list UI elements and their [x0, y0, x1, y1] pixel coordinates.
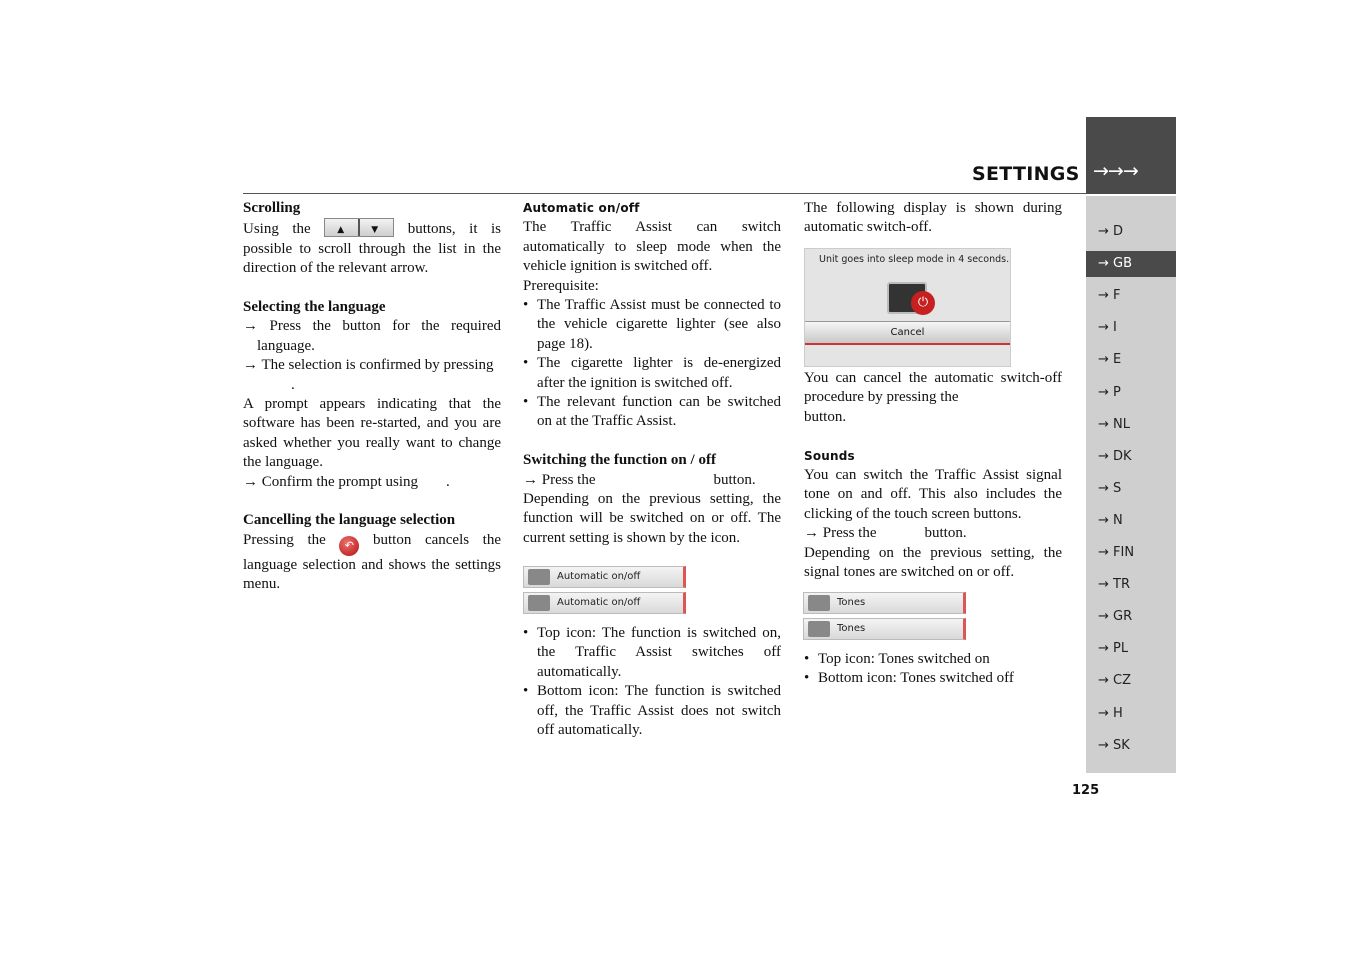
prompt-text: A prompt appears indicating that the software has been re-started, and you are asked whether you really want to change the language. [243, 396, 501, 471]
cancel-sleep-p2: button. [804, 408, 847, 425]
sidebar-item[interactable]: → GR [1098, 609, 1133, 625]
sidebar-item[interactable]: → H [1098, 705, 1123, 721]
tones-off-icon [808, 621, 830, 637]
back-button-icon[interactable]: ↶ [339, 536, 359, 556]
switch-step-end: button. [713, 471, 756, 488]
tones-on-bar[interactable] [803, 592, 966, 614]
header-rule [243, 193, 1086, 194]
auto-on-bar[interactable] [523, 566, 686, 588]
sleep-cancel-button[interactable]: Cancel [805, 321, 1010, 345]
sidebar-item[interactable]: → N [1098, 512, 1123, 528]
sounds-step-text: → Press the [804, 525, 877, 542]
divider [358, 219, 360, 236]
confirm-end: . [446, 473, 450, 490]
switch-text: Depending on the previous setting, the function will be switched on or off. The current setting is shown by the icon. [523, 491, 781, 546]
sidebar-item[interactable]: → CZ [1098, 673, 1132, 689]
scrolling-text [243, 218, 501, 278]
scrolling-post: buttons, it is possible to scroll through the list in the direction of the relevant arrow. [243, 221, 502, 277]
sidebar-item[interactable]: → PL [1098, 641, 1129, 657]
column-3-bullets [804, 650, 1062, 689]
column-3 [804, 199, 1062, 238]
list-item: • Bottom icon: The function is switched off, the Traffic Assist does not switch off automatically. [523, 682, 781, 740]
sidebar-item[interactable]: → GB [1086, 251, 1176, 277]
switch-step-text: → Press the [523, 471, 596, 488]
lang-step-2-text: → The selection is confirmed by pressing [243, 357, 494, 374]
sidebar-item[interactable]: → S [1098, 480, 1122, 496]
sleep-dialog [804, 248, 1011, 367]
sidebar-item[interactable]: → NL [1098, 416, 1130, 432]
power-icon: ⏻ [911, 291, 935, 315]
sidebar-item[interactable]: → I [1098, 320, 1117, 336]
sidebar-item[interactable]: → FIN [1098, 545, 1135, 560]
column-2 [523, 199, 781, 548]
monitor-power-icon [528, 569, 550, 585]
sleep-intro: The following display is shown during automatic switch-off. [804, 200, 1062, 236]
cancel-post: button cancels the language selection and shows the settings menu. [243, 531, 502, 593]
column-3-lower [804, 369, 1062, 582]
scrolling-pre: Using the [243, 221, 311, 238]
cancel-heading: Cancelling the language selection [243, 512, 456, 529]
auto-text: The Traffic Assist can switch automatically to sleep mode when the vehicle ignition is switched off. [523, 219, 781, 275]
arrows-icon: →→→ [1093, 160, 1138, 182]
sidebar-item[interactable]: → P [1098, 384, 1121, 400]
column-2-lower [523, 624, 781, 740]
switch-step [523, 471, 781, 490]
prereq-text: Prerequisite: [523, 277, 599, 294]
sidebar-item[interactable]: → SK [1098, 737, 1130, 753]
scroll-buttons[interactable] [324, 218, 394, 237]
list-item: • The Traffic Assist must be connected to the vehicle cigarette lighter (see also page 18). [523, 296, 781, 354]
lang-step-1: → Press the button for the required language. [243, 318, 501, 354]
auto-off-bar[interactable] [523, 592, 686, 614]
scrolling-heading: Scrolling [243, 200, 301, 216]
cancel-pre: Pressing the [243, 531, 326, 548]
sidebar-item[interactable]: → DK [1098, 448, 1132, 464]
column-1 [243, 199, 501, 595]
list-item: • Top icon: Tones switched on [804, 650, 1062, 669]
page-number: 125 [1072, 783, 1100, 798]
list-item: • Bottom icon: Tones switched off [804, 669, 1062, 688]
tones-off-label: Tones [837, 623, 866, 634]
sidebar-item[interactable]: → D [1098, 224, 1124, 239]
tones-off-bar[interactable] [803, 618, 966, 640]
auto-on-label: Automatic on/off [557, 571, 641, 582]
list-item: • The relevant function can be switched on at the Traffic Assist. [523, 393, 781, 432]
sounds-text-2: Depending on the previous setting, the signal tones are switched on or off. [804, 544, 1062, 581]
sounds-step-end: button. [924, 525, 967, 542]
sleep-message: Unit goes into sleep mode in 4 seconds. [819, 254, 1010, 265]
up-arrow-icon[interactable]: ▲ [337, 225, 345, 236]
lang-step-2 [243, 356, 501, 395]
sounds-text: You can switch the Traffic Assist signal tone on and off. This also includes the clicking of the touch screen buttons. [804, 467, 1062, 522]
sidebar-item[interactable]: → F [1098, 288, 1121, 304]
cancel-sleep-text [804, 369, 1062, 427]
switch-heading: Switching the function on / off [523, 452, 716, 469]
list-item: • The cigarette lighter is de-energized after the ignition is switched off. [523, 354, 781, 393]
cancel-text [243, 531, 501, 595]
cancel-sleep-p1: You can cancel the automatic switch-off procedure by pressing the [804, 370, 1062, 406]
tones-on-label: Tones [837, 597, 866, 608]
lang-heading: Selecting the language [243, 299, 386, 316]
list-item: • Top icon: The function is switched on, the Traffic Assist switches off automatically. [523, 624, 781, 682]
auto-heading: Automatic on/off [523, 201, 640, 215]
auto-off-label: Automatic on/off [557, 597, 641, 608]
tones-on-icon [808, 595, 830, 611]
confirm-step [243, 473, 501, 492]
page-title: SETTINGS [972, 163, 1080, 185]
sounds-heading: Sounds [804, 448, 855, 463]
lang-step-2-end: . [291, 376, 295, 393]
header-tab [1086, 117, 1176, 194]
sidebar-item[interactable]: → E [1098, 352, 1122, 368]
language-sidebar [1086, 196, 1176, 773]
down-arrow-icon[interactable]: ▼ [371, 225, 379, 236]
confirm-text: → Confirm the prompt using [243, 473, 418, 490]
sidebar-item[interactable]: → TR [1098, 577, 1130, 593]
monitor-off-icon [528, 595, 550, 611]
sounds-step [804, 524, 1062, 543]
